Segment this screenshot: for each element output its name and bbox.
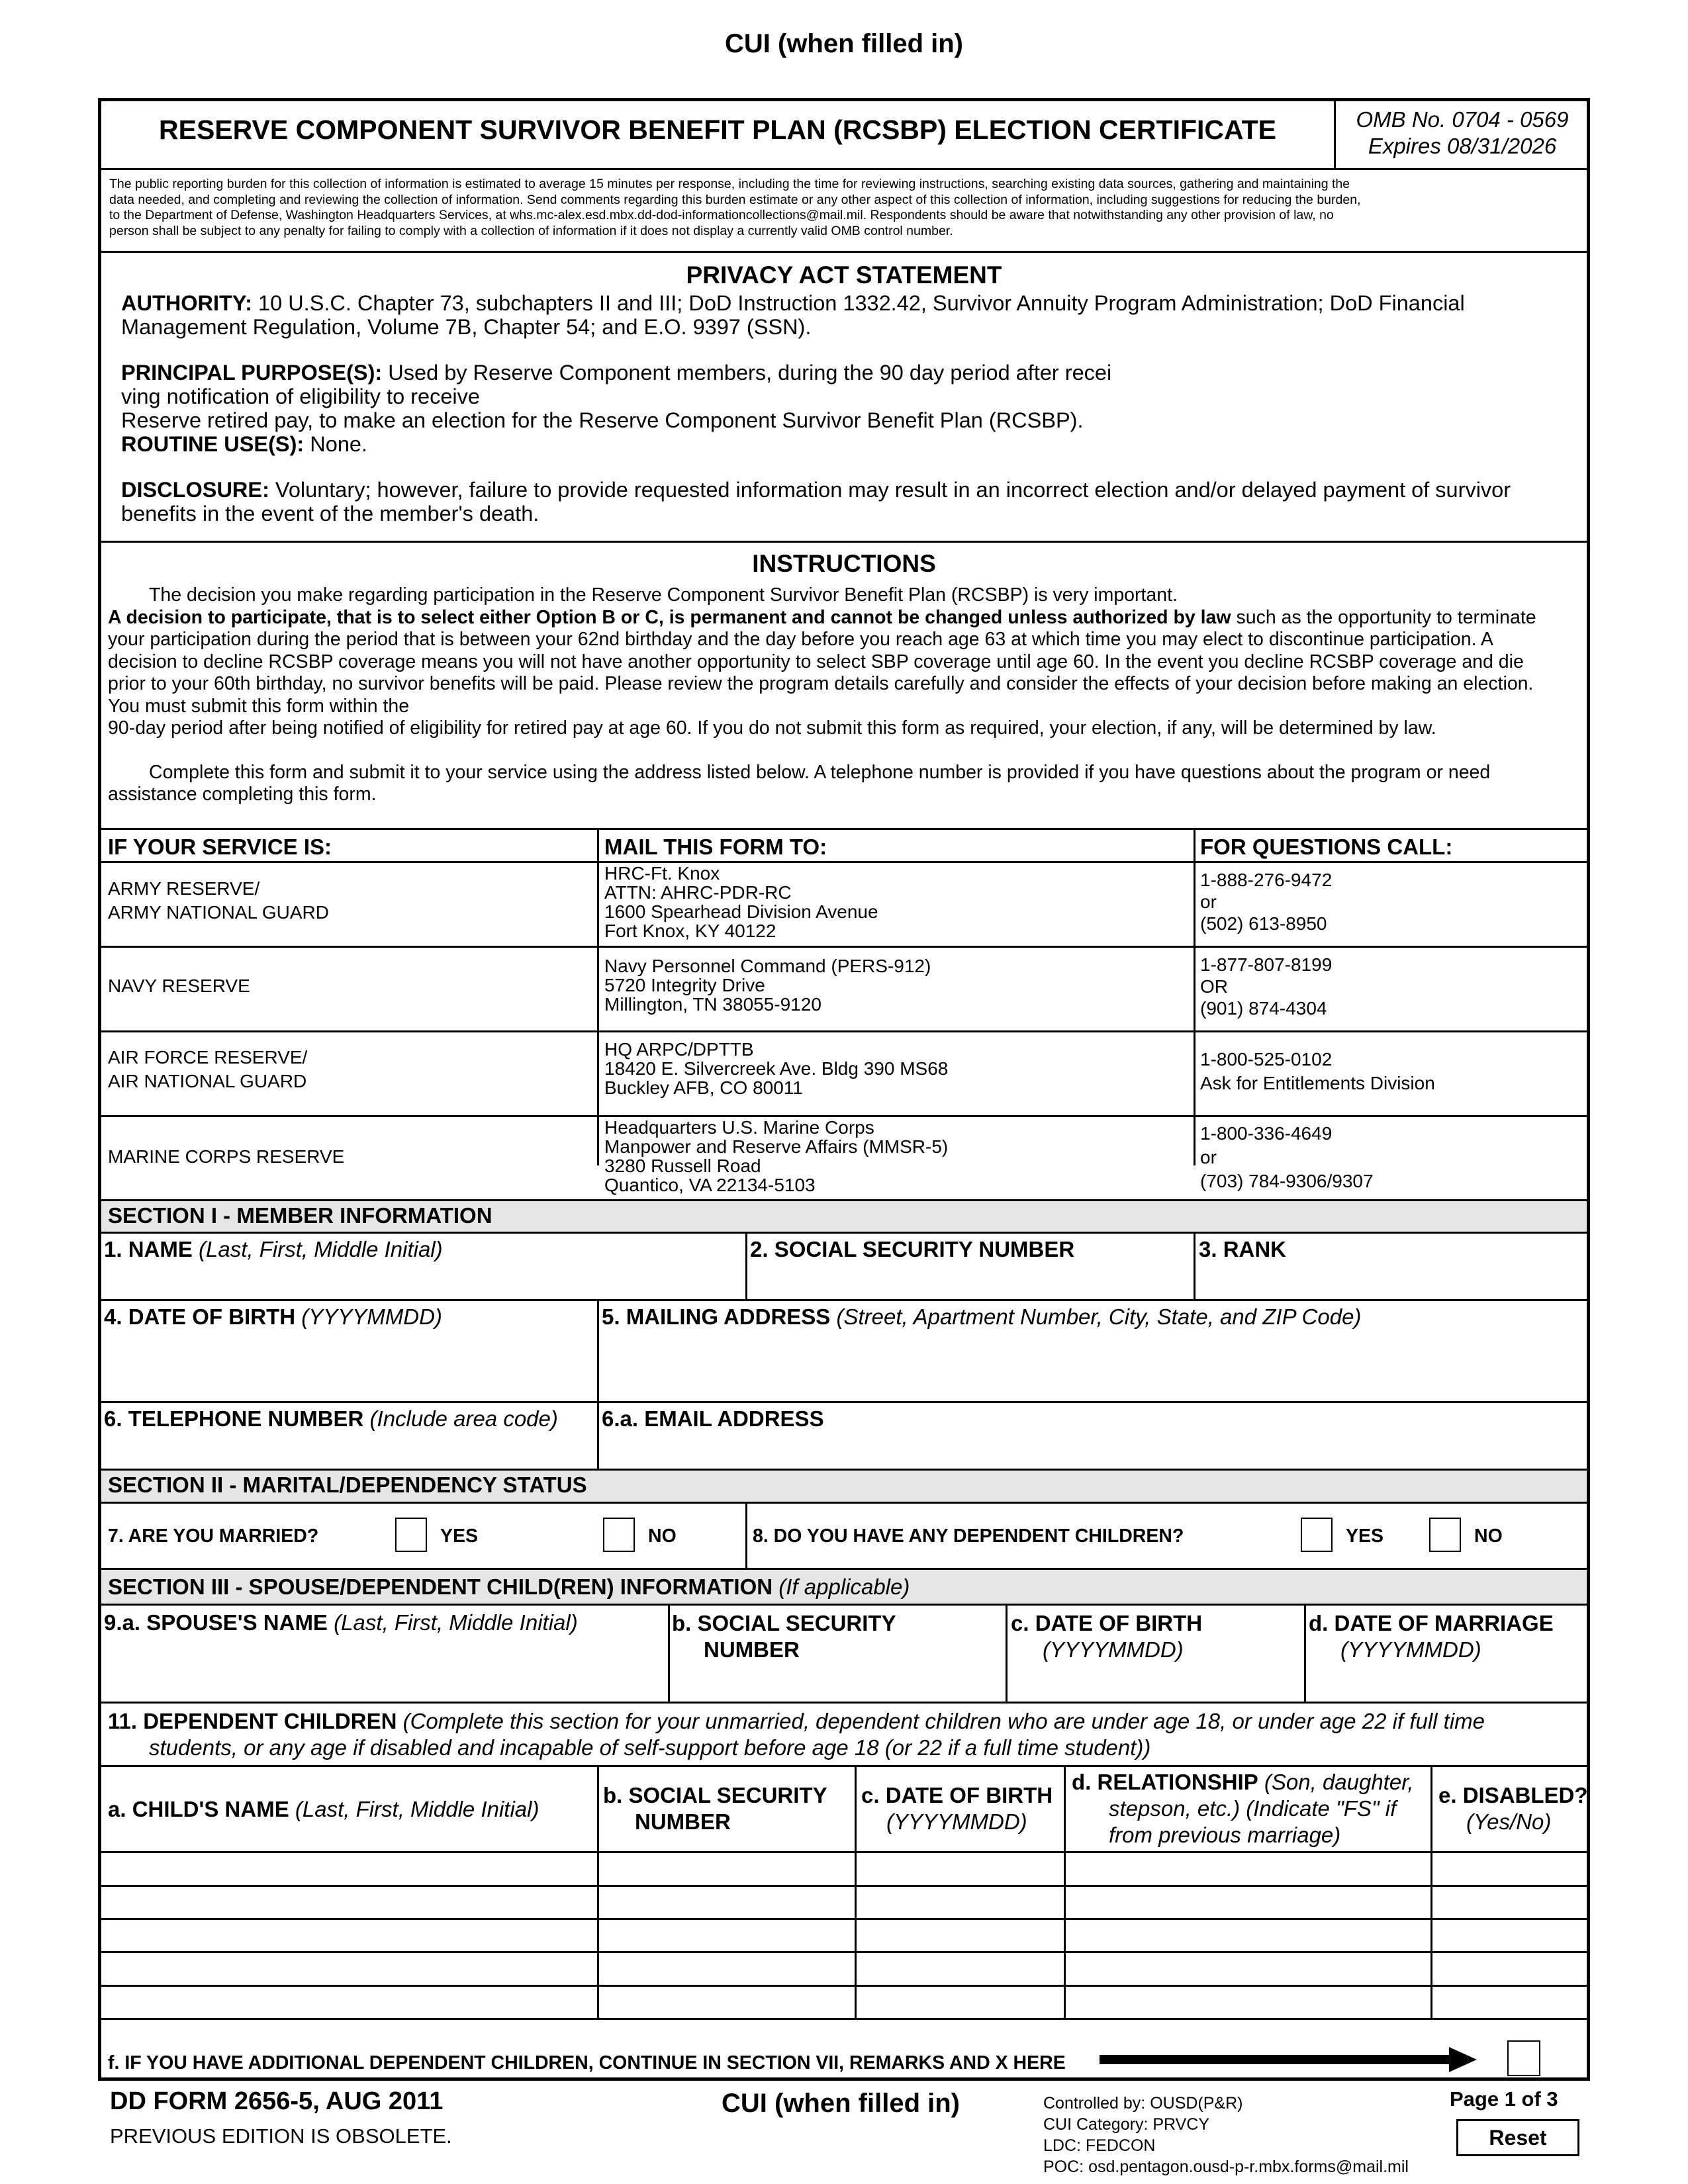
child-relationship-header: d. RELATIONSHIP (Son, daughter, stepson, etc.) (Indicate "FS" if from previous marriage) — [1072, 1770, 1414, 1847]
field-6a-email-label: 6.a. EMAIL ADDRESS — [602, 1406, 824, 1431]
name-input[interactable] — [104, 1263, 741, 1298]
divider — [1304, 1604, 1306, 1702]
table-row[interactable] — [101, 1920, 1587, 1951]
divider — [745, 1502, 747, 1568]
divider — [101, 1469, 1587, 1471]
child-disabled-header: e. DISABLED? (Yes/No) — [1438, 1783, 1588, 1834]
table-row[interactable] — [101, 1987, 1587, 2018]
table-row[interactable] — [101, 1953, 1587, 1985]
divider — [101, 1604, 1587, 1606]
mail-marine-corps: Headquarters U.S. Marine Corps Manpower and Reserve Affairs (MMSR-5) 3280 Russell Road Quantico, VA 22134-5103 — [604, 1117, 949, 1195]
service-air-force: AIR FORCE RESERVE/ AIR NATIONAL GUARD — [108, 1047, 308, 1091]
dependents-no-label: NO — [1474, 1525, 1503, 1547]
divider — [668, 1604, 670, 1702]
married-yes-label: YES — [440, 1525, 479, 1547]
additional-children-checkbox[interactable] — [1507, 2040, 1540, 2076]
mail-air-force: HQ ARPC/DPTTB 18420 E. Silvercreek Ave. Bldg 390 MS68 Buckley AFB, CO 80011 — [604, 1039, 949, 1098]
field-4-dob-label: 4. DATE OF BIRTH (YYYYMMDD) — [104, 1304, 442, 1329]
form-number: DD FORM 2656-5, AUG 2011 — [110, 2087, 444, 2115]
divider — [101, 1765, 1587, 1767]
spouse-name-input[interactable] — [104, 1637, 663, 1700]
field-9b-spouse-ssn-label: b. SOCIAL SECURITY NUMBER — [672, 1611, 896, 1662]
married-no-label: NO — [648, 1525, 677, 1547]
divider — [101, 946, 1587, 948]
rank-input[interactable] — [1199, 1263, 1583, 1298]
question-7-married: 7. ARE YOU MARRIED? — [108, 1525, 319, 1547]
section-2-title: SECTION II - MARITAL/DEPENDENCY STATUS — [108, 1473, 587, 1497]
omb-expiration: Expires 08/31/2026 — [1368, 134, 1557, 158]
privacy-disclosure: DISCLOSURE: Voluntary; however, failure to provide requested information may result in an incorrect election and/or delayed payment of survivor benefits in the event of the member's death. — [121, 478, 1511, 525]
child-ssn-header: b. SOCIAL SECURITY NUMBER — [603, 1783, 827, 1834]
divider — [101, 541, 1587, 543]
section-1-title: SECTION I - MEMBER INFORMATION — [108, 1203, 492, 1228]
married-no-checkbox[interactable] — [603, 1518, 635, 1552]
divider — [1334, 101, 1336, 169]
phone-army: 1-888-276-9472 or (502) 613-8950 — [1200, 870, 1333, 934]
page-number: Page 1 of 3 — [1450, 2087, 1558, 2111]
arrow-right-icon — [1100, 2044, 1478, 2075]
mailing-address-input[interactable] — [602, 1332, 1581, 1398]
field-2-ssn-label: 2. SOCIAL SECURITY NUMBER — [750, 1237, 1075, 1261]
married-yes-checkbox[interactable] — [395, 1518, 427, 1552]
instructions-heading: INSTRUCTIONS — [752, 550, 936, 577]
mail-navy: Navy Personnel Command (PERS-912) 5720 Integrity Drive Millington, TN 38055-9120 — [604, 956, 931, 1015]
divider — [101, 1232, 1587, 1234]
divider — [101, 1702, 1587, 1704]
contact-header-mail: MAIL THIS FORM TO: — [604, 835, 827, 859]
field-5-address-label: 5. MAILING ADDRESS (Street, Apartment Number, City, State, and ZIP Code) — [602, 1304, 1362, 1329]
divider — [101, 1030, 1587, 1032]
divider — [101, 1199, 1587, 1201]
divider — [1194, 1232, 1196, 1300]
privacy-act-heading: PRIVACY ACT STATEMENT — [686, 261, 1002, 289]
dob-input[interactable] — [104, 1332, 594, 1398]
divider — [101, 1401, 1587, 1403]
divider — [597, 1299, 599, 1469]
mail-army: HRC-Ft. Knox ATTN: AHRC-PDR-RC 1600 Spearhead Division Avenue Fort Knox, KY 40122 — [604, 863, 878, 941]
child-dob-header: c. DATE OF BIRTH (YYYYMMDD) — [861, 1783, 1053, 1834]
divider — [101, 168, 1587, 170]
divider — [1006, 1604, 1008, 1702]
field-3-rank-label: 3. RANK — [1199, 1237, 1287, 1261]
dependents-no-checkbox[interactable] — [1429, 1518, 1461, 1552]
phone-marine-corps: 1-800-336-4649 or (703) 784-9306/9307 — [1200, 1123, 1374, 1191]
cui-marking-top: CUI (when filled in) — [725, 29, 963, 58]
instructions-text: The decision you make regarding participation in the Reserve Component Survivor Benefit Plan (RCSBP) is very important. A decision to participate, that is to select either Option B or C, is permanent and cannot be changed unless authorized by law such as the opportunity to terminate your participation during the period that is between your 62nd birthday and the day before you reach age 63 at which time you may elect to discontinue participation. A decision to decline RCSBP coverage means you will not have another opportunity to select SBP coverage until age 60. In the event you decline RCSBP coverage and die prior to your 60th birthday, no survivor benefits will be paid. Please review the program details carefully and consider the effects of your decision before making an election. You must submit this form within the 90-day period after being notified of eligibility for retired pay at age 60. If you do not submit this form as required, your election, if any, will be determined by law. Complete this form and submit it to your service using the address listed below. A telephone number is provided if you have questions about the program or need assistance completing this form. — [108, 584, 1536, 805]
divider — [101, 2018, 1587, 2020]
field-9c-spouse-dob-label: c. DATE OF BIRTH (YYYYMMDD) — [1011, 1611, 1203, 1662]
privacy-purpose: PRINCIPAL PURPOSE(S): Used by Reserve Component members, during the 90 day period after recei ving notification of eligibility to receive Reserve retired pay, to make an election for the Reserve Component Survivor Benefit Plan (RCSBP). ROUTINE USE(S): None. — [121, 361, 1112, 456]
phone-air-force: 1-800-525-0102 Ask for Entitlements Division — [1200, 1049, 1435, 1093]
email-input[interactable] — [602, 1434, 1581, 1467]
divider — [101, 1299, 1587, 1301]
field-1-name-label: 1. NAME (Last, First, Middle Initial) — [104, 1237, 443, 1261]
dependents-yes-label: YES — [1346, 1525, 1384, 1547]
reset-button[interactable]: Reset — [1456, 2119, 1579, 2156]
burden-statement: The public reporting burden for this collection of information is estimated to average 15 minutes per response, including the time for reviewing instructions, searching existing data sources, gathering and maintaining the data needed, and completing and reviewing the collection of information. Send comments regarding this burden estimate or any other aspect of this collection of information, including suggestions for reducing the burden, to the Department of Defense, Washington Headquarters Services, at whs.mc-alex.esd.mbx.dd-dod-informationcollections@mail.mil. Respondents should be aware that notwithstanding any other provision of law, no person shall be subject to any penalty for failing to comply with a collection of information if it does not display a currently valid OMB control number. — [109, 177, 1361, 238]
section-3-title: SECTION III - SPOUSE/DEPENDENT CHILD(REN) INFORMATION (If applicable) — [108, 1574, 910, 1599]
table-row[interactable] — [101, 1853, 1587, 1885]
form-frame — [98, 98, 1590, 2081]
omb-number: OMB No. 0704 - 0569 — [1356, 107, 1569, 132]
dependents-yes-checkbox[interactable] — [1301, 1518, 1333, 1552]
child-name-header: a. CHILD'S NAME (Last, First, Middle Initial) — [108, 1797, 539, 1821]
service-army: ARMY RESERVE/ ARMY NATIONAL GUARD — [108, 878, 329, 923]
field-11-dependent-children-label: 11. DEPENDENT CHILDREN (Complete this section for your unmarried, dependent children who are under age 18, or under age 22 if full time students, or any age if disabled and incapable of self-support before age 18 (or 22 if a full time student)) — [108, 1709, 1485, 1760]
telephone-input[interactable] — [104, 1434, 594, 1467]
cui-marking-bottom: CUI (when filled in) — [722, 2089, 960, 2118]
contact-header-call: FOR QUESTIONS CALL: — [1200, 835, 1453, 859]
divider — [101, 828, 1587, 830]
divider — [101, 1568, 1587, 1570]
divider — [745, 1232, 747, 1300]
additional-children-instruction: f. IF YOU HAVE ADDITIONAL DEPENDENT CHILDREN, CONTINUE IN SECTION VII, REMARKS AND X HERE — [108, 2052, 1066, 2073]
field-9d-marriage-date-label: d. DATE OF MARRIAGE (YYYYMMDD) — [1309, 1611, 1554, 1662]
table-row[interactable] — [101, 1887, 1587, 1918]
controlled-by-block: Controlled by: OUSD(P&R) CUI Category: PRVCY LDC: FEDCON POC: osd.pentagon.ousd-p-r.mbx.forms@mail.mil — [1043, 2094, 1409, 2176]
question-8-dependents: 8. DO YOU HAVE ANY DEPENDENT CHILDREN? — [753, 1525, 1184, 1547]
phone-navy: 1-877-807-8199 OR (901) 874-4304 — [1200, 954, 1333, 1019]
field-6-phone-label: 6. TELEPHONE NUMBER (Include area code) — [104, 1406, 558, 1431]
divider — [101, 861, 1587, 863]
service-navy: NAVY RESERVE — [108, 976, 250, 996]
privacy-authority: AUTHORITY: 10 U.S.C. Chapter 73, subchapters II and III; DoD Instruction 1332.42, Survivor Annuity Program Administration; DoD Financial Management Regulation, Volume 7B, Chapter 54; and E.O. 9397 (SSN). — [121, 291, 1465, 339]
contact-header-service: IF YOUR SERVICE IS: — [108, 835, 332, 859]
previous-edition-note: PREVIOUS EDITION IS OBSOLETE. — [110, 2124, 452, 2148]
divider — [101, 251, 1587, 253]
divider — [101, 1502, 1587, 1504]
field-9a-spouse-name-label: 9.a. SPOUSE'S NAME (Last, First, Middle Initial) — [104, 1610, 578, 1635]
service-marine-corps: MARINE CORPS RESERVE — [108, 1146, 345, 1167]
ssn-input[interactable] — [750, 1263, 1187, 1298]
form-title: RESERVE COMPONENT SURVIVOR BENEFIT PLAN (RCSBP) ELECTION CERTIFICATE — [159, 114, 1276, 145]
